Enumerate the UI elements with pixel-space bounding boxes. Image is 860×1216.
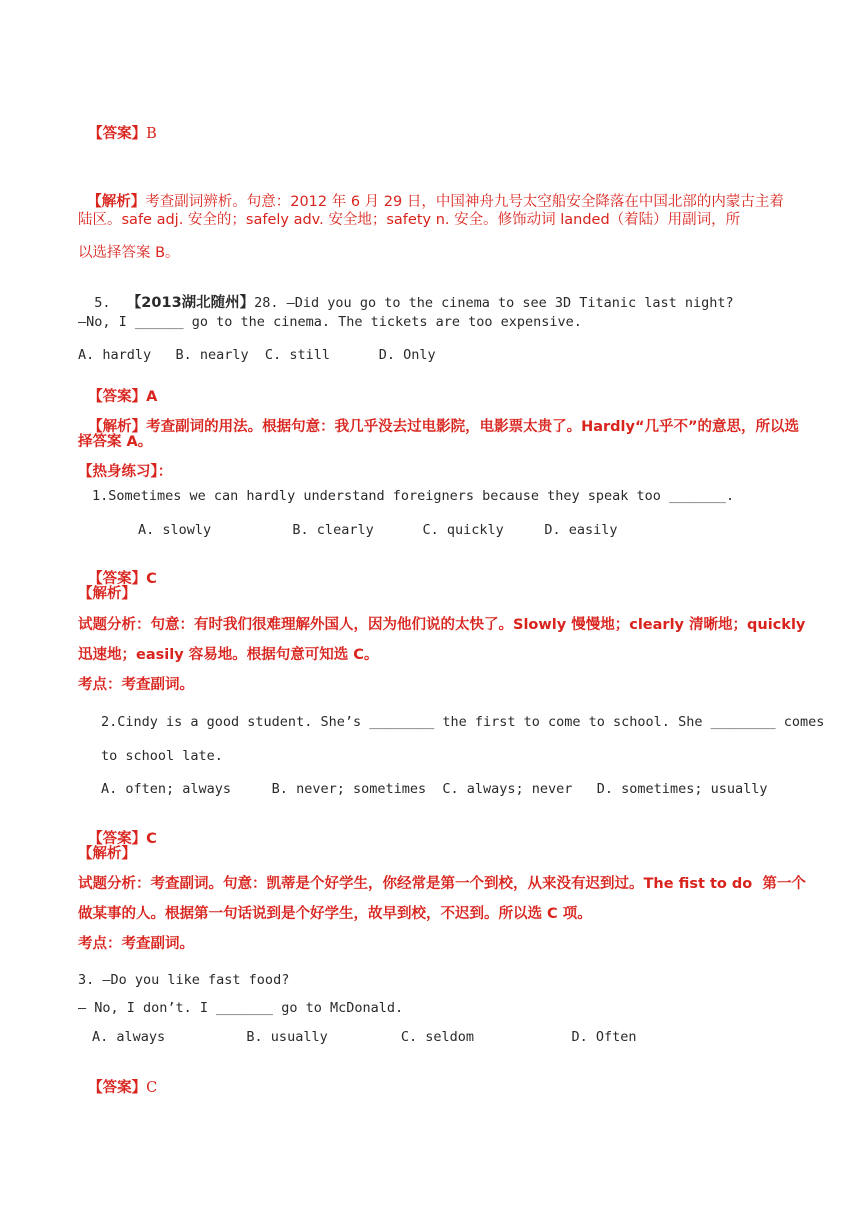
answer-value: A	[146, 388, 158, 405]
analysis-tag: 【解析】	[88, 418, 147, 435]
answer-value: B	[146, 125, 157, 142]
warmup-q2-analysis-tag: 【解析】	[78, 846, 136, 862]
answer-value: C	[146, 830, 157, 847]
answer-tag: 【答案】	[88, 125, 147, 142]
warmup-q1-text: 1.Sometimes we can hardly understand foreigners because they speak too _______.	[92, 488, 735, 504]
warmup-q2-options: A. often; always B. never; sometimes C. always; never D. sometimes; usually	[101, 781, 768, 797]
question-source: 【2013湖北随州】	[126, 294, 255, 311]
analysis-line-2: 陆区。safe adj. 安全的；safely adv. 安全地；safety n. 安全。修饰动词 landed（着陆）用副词，所	[78, 212, 741, 228]
question-5-analysis-line-2: 择答案 A。	[78, 434, 153, 450]
question-5-answer	[78, 375, 157, 404]
warmup-q3-options: A. always B. usually C. seldom D. Often	[92, 1029, 637, 1045]
warmup-q2-answer	[78, 817, 157, 846]
warmup-q2-keypoint: 考点：考查副词。	[78, 936, 194, 952]
answer-value: C	[146, 1079, 158, 1096]
warmup-q1-answer	[78, 557, 157, 586]
analysis-line-1	[78, 180, 784, 209]
analysis-text: 考查副词辨析。句意：2012 年 6 月 29 日，中国神舟九号太空船安全降落在中国北部的内蒙古主着	[145, 193, 784, 210]
warmup-q2-analysis-line-2: 做某事的人。根据第一句话说到是个好学生，故早到校，不迟到。所以选 C 项。	[78, 906, 592, 922]
answer-tag: 【答案】	[88, 830, 147, 847]
warmup-q3-answer	[78, 1066, 157, 1095]
answer-tag: 【答案】	[88, 1079, 147, 1096]
analysis-line-3: 以选择答案 B。	[78, 245, 180, 261]
question-5-analysis-line-1	[78, 405, 799, 434]
answer-line	[78, 112, 157, 141]
analysis-text: 考查副词的用法。根据句意：我几乎没去过电影院，电影票太贵了。Hardly“几乎不”的意思，所以选	[146, 418, 800, 435]
warmup-q2-text-line-1: 2.Cindy is a good student. She’s ________ the first to come to school. She ________ comes	[101, 714, 825, 730]
question-number: 5.	[94, 294, 111, 311]
answer-value: C	[146, 570, 157, 587]
question-5-options: A. hardly B. nearly C. still D. Only	[78, 347, 436, 363]
warmup-q2-analysis-line-1: 试题分析：考查副词。句意：凯蒂是个好学生，你经常是第一个到校，从来没有迟到过。The fist to do 第一个	[78, 876, 806, 892]
question-text: 28. —Did you go to the cinema to see 3D Titanic last night?	[254, 294, 734, 311]
warmup-q1-keypoint: 考点：考查副词。	[78, 677, 194, 693]
question-5-answer-line: —No, I ______ go to the cinema. The tickets are too expensive.	[78, 314, 582, 330]
warmup-q3-text: 3. —Do you like fast food?	[78, 972, 290, 988]
warmup-heading: 【热身练习】：	[78, 464, 173, 480]
warmup-q2-text-line-2: to school late.	[101, 748, 223, 764]
warmup-q1-analysis-line-1: 试题分析：句意：有时我们很难理解外国人，因为他们说的太快了。Slowly 慢慢地；clearly 清晰地；quickly	[78, 617, 806, 633]
warmup-q1-analysis-tag: 【解析】	[78, 586, 136, 602]
warmup-q1-analysis-line-2: 迅速地；easily 容易地。根据句意可知选 C。	[78, 647, 379, 663]
answer-tag: 【答案】	[88, 570, 147, 587]
warmup-q3-reply: — No, I don’t. I _______ go to McDonald.	[78, 1000, 404, 1016]
warmup-q1-options: A. slowly B. clearly C. quickly D. easily	[138, 522, 618, 538]
question-5-line	[78, 282, 734, 310]
answer-tag: 【答案】	[88, 388, 147, 405]
analysis-tag: 【解析】	[87, 193, 146, 210]
